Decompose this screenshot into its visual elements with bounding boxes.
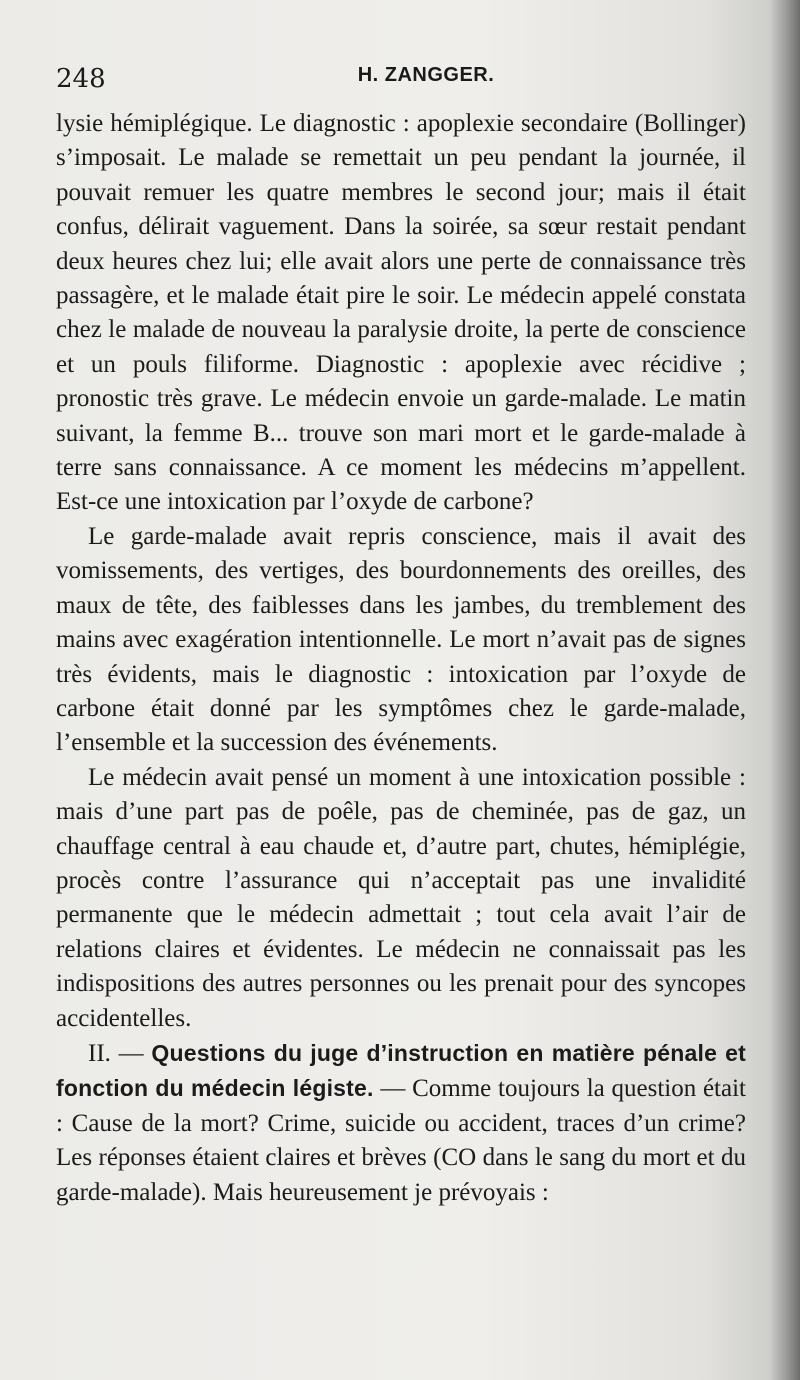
page-header <box>56 60 746 96</box>
paragraph-2: Le garde-malade avait repris conscience, mais il avait des vomissements, des vertiges, des bourdonnements des oreilles, des maux de tête, des faiblesses dans les jambes, du tremblement des mains avec exagération intentionnelle. Le mort n’avait pas de signes très évidents, mais le diagnostic : intoxication par l’oxyde de carbone était donné par les symptômes chez le garde-malade, l’ensemble et la succession des événements. <box>56 522 746 757</box>
section-number: II. — <box>88 1039 144 1067</box>
body-text <box>56 107 746 1210</box>
page-number: 248 <box>56 64 106 94</box>
section-text: — Comme toujours la question était : Cause de la mort? Crime, suicide ou accident, traces d’un crime? Les réponses étaient claires et brèves (CO dans le sang du mort et du garde-malade). Mais heureusement je prévoyais : <box>56 1075 746 1206</box>
binding-shadow <box>770 0 800 1380</box>
paragraph-1: lysie hémiplégique. Le diagnostic : apoplexie secondaire (Bollinger) s’imposait. Le malade se remettait un peu pendant la journée, il pouvait remuer les quatre membres le second jour; mais il était confus, délirait vaguement. Dans la soirée, sa sœur restait pendant deux heures chez lui; elle avait alors une perte de connaissance très passagère, et le malade était pire le soir. Le médecin appelé constata chez le malade de nouveau la paralysie droite, la perte de conscience et un pouls filiforme. Diagnostic : apoplexie avec récidive ; pronostic très grave. Le médecin envoie un garde-malade. Le matin suivant, la femme B... trouve son mari mort et le garde-malade à terre sans connaissance. A ce moment les médecins m’appellent. Est-ce une intoxication par l’oxyde de carbone? <box>56 110 746 516</box>
section-paragraph <box>56 1036 746 1210</box>
paragraph-3: Le médecin avait pensé un moment à une intoxication possible : mais d’une part pas de poêle, pas de cheminée, pas de gaz, un chauffage central à eau chaude et, d’autre part, chutes, hémiplégie, procès contre l’assurance qui n’acceptait pas une invalidité permanente que le médecin admettait ; tout cela avait l’air de relations claires et évidentes. Le médecin ne connaissait pas les indispositions des autres personnes ou les prenait pour des syncopes accidentelles. <box>56 763 746 1032</box>
running-head: H. ZANGGER. <box>357 64 495 86</box>
section-heading: Questions du juge d’instruction en matière pénale et fonction du médecin légiste. <box>56 1039 746 1102</box>
